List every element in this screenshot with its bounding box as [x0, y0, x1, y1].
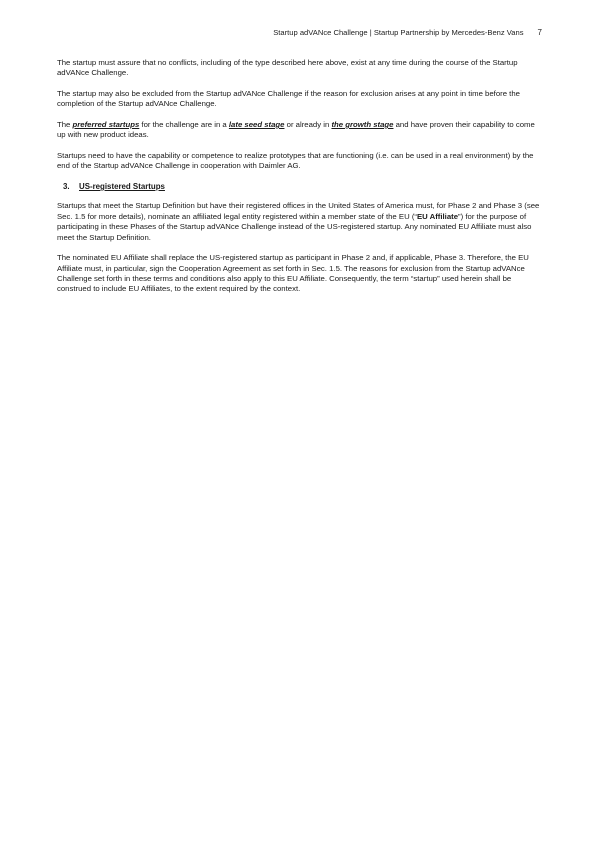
text-run: Startups that meet the Startup Definition but have their registered offices in the United States of America must, for Phase 2 and Phase 3 (see Sec. 1.5 for more details), nominate an affiliated legal entity registered within a member state of the EU (“	[57, 201, 540, 221]
defined-term-eu-affiliate: EU Affiliate	[416, 211, 459, 221]
section-heading	[63, 182, 543, 192]
paragraph-preferred-startups	[57, 120, 543, 141]
page-header	[0, 28, 542, 38]
document-body	[57, 58, 543, 305]
emphasis-growth-stage: the growth stage	[331, 120, 394, 129]
section-title: US-registered Startups	[79, 182, 165, 191]
text-run: ”) for the purpose of participating in these Phases of the Startup adVANce Challenge instead of the US-registered startup. Any nominated EU Affiliate must also meet the Startup Definition.	[57, 211, 532, 242]
section-number: 3.	[63, 182, 70, 191]
text-run: The	[57, 120, 73, 129]
running-title: Startup adVANce Challenge | Startup Partnership by Mercedes-Benz Vans	[273, 28, 524, 37]
emphasis-late-seed-stage: late seed stage	[228, 120, 285, 129]
paragraph-prototype-capability: Startups need to have the capability or competence to realize prototypes that are functioning (i.e. can be used in a real environment) by the end of the Startup adVANce Challenge in cooperation with Daimler AG.	[57, 151, 534, 171]
paragraph-us-startups	[57, 201, 543, 243]
text-run: and have proven their capability to come up with new product ideas.	[57, 120, 535, 140]
paragraph-exclusion: The startup may also be excluded from the Startup adVANce Challenge if the reason for exclusion arises at any point in time before the completion of the Startup adVANce Challenge.	[57, 89, 520, 109]
paragraph-no-conflicts: The startup must assure that no conflicts, including of the type described here above, exist at any time during the course of the Startup adVANce Challenge.	[57, 58, 518, 78]
text-run: for the challenge are in a	[139, 120, 229, 129]
paragraph-eu-affiliate-replacement: The nominated EU Affiliate shall replace the US-registered startup as participant in Phase 2 and, if applicable, Phase 3. Therefore, the EU Affiliate must, in particular, sign the Cooperation Agreement as set forth in Sec. 1.5. The reasons for exclusion from the Startup adVANce Challenge set forth in these terms and conditions also apply to this EU Affiliate. Consequently, the term “startup” used herein shall be construed to include EU Affiliates, to the extent required by the context.	[57, 253, 529, 294]
text-run: or already in	[284, 120, 332, 129]
emphasis-preferred-startups: preferred startups	[72, 120, 140, 129]
page-number: 7	[537, 28, 542, 37]
